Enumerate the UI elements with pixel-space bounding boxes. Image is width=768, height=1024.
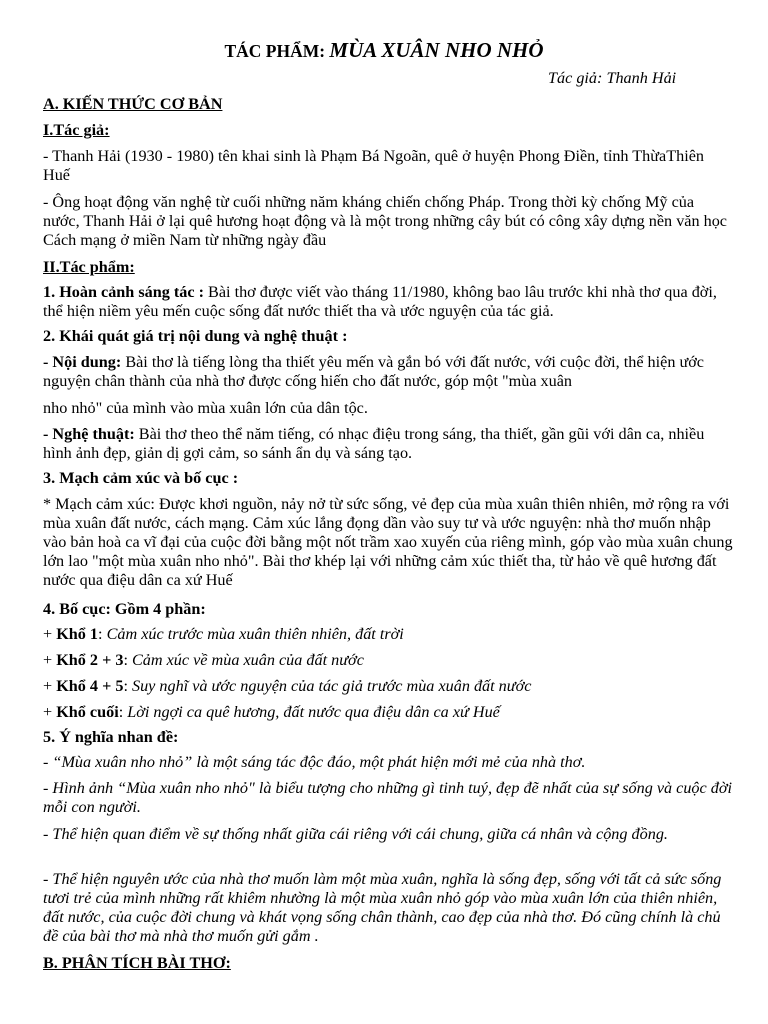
bocuc-text: Suy nghĩ và ước nguyện của tác giả trước mùa xuân đất nước: [131, 677, 532, 695]
bocuc-plus: +: [43, 625, 57, 643]
author-line: Tác giả: Thanh Hải: [548, 69, 677, 87]
ynghia-heading: 5. Ý nghĩa nhan đề:: [43, 728, 179, 746]
bocuc-colon: :: [98, 625, 107, 643]
noidung-paragraph: [43, 353, 733, 391]
hoancanh-paragraph: [43, 283, 733, 321]
bocuc-heading: 4. Bố cục: Gồm 4 phần:: [43, 600, 206, 618]
nghethuat-paragraph: [43, 425, 733, 463]
bocuc-label: Khổ 1: [56, 625, 99, 643]
tacgia-paragraph-1: - Thanh Hải (1930 - 1980) tên khai sinh là Phạm Bá Ngoãn, quê ở huyện Phong Điền, tỉnh ThừaThiên Huế: [43, 147, 704, 184]
machcamxuc-paragraph: * Mạch cảm xúc: Được khơi nguồn, nảy nở từ sức sống, vẻ đẹp của mùa xuân thiên nhiên, mở rộng ra với mùa xuân đất nước, cách mạng. Cảm xúc lắng đọng dần vào suy tư và ước nguyện: nhà thơ muốn nhập vào bản hoà ca vĩ đại của cuộc đời bằng một nốt trầm xao xuyến của riêng mình, góp vào mùa xuân chung lớn lao "một mùa xuân nho nhỏ". Bài thơ khép lại với những cảm xúc thiết tha, từ hảo về quê hương đất nước qua điệu dân ca xứ Huế: [43, 495, 733, 589]
khaiquat-heading: 2. Khái quát giá trị nội dung và nghệ thuật :: [43, 327, 348, 345]
bocuc-text: Cảm xúc về mùa xuân của đất nước: [131, 651, 364, 669]
bocuc-colon: :: [123, 651, 132, 669]
noidung-label: - Nội dung:: [43, 353, 122, 371]
ynghia-item: - Thể hiện quan điểm về sự thống nhất giữa cái riêng với cái chung, giữa cá nhân và cộng đồng.: [43, 825, 668, 843]
bocuc-label: Khổ cuối: [56, 703, 119, 721]
document-title: [0, 38, 768, 63]
nghethuat-text: Bài thơ theo thể năm tiếng, có nhạc điệu trong sáng, tha thiết, gần gũi với dân ca, nhiều hình ảnh đẹp, giản dị gợi cảm, so sánh ẩn dụ và sáng tạo.: [43, 425, 705, 462]
noidung-text-1: Bài thơ là tiếng lòng tha thiết yêu mến và gắn bó với đất nước, với cuộc đời, thể hiện ước nguyện chân thành của nhà thơ được cống hiến cho đất nước, góp một "mùa xuân: [43, 353, 704, 390]
nghethuat-label: - Nghệ thuật:: [43, 425, 135, 443]
bocuc-item: [43, 703, 733, 722]
bocuc-text: Cảm xúc trước mùa xuân thiên nhiên, đất trời: [106, 625, 404, 643]
bocuc-item: [43, 651, 733, 670]
section-a-heading: A. KIẾN THỨC CƠ BẢN: [43, 95, 223, 113]
bocuc-item: [43, 677, 733, 696]
bocuc-colon: :: [123, 677, 132, 695]
title-prefix: TÁC PHẨM:: [224, 41, 330, 61]
bocuc-plus: +: [43, 677, 57, 695]
machcamxuc-heading: 3. Mạch cảm xúc và bố cục :: [43, 469, 239, 487]
bocuc-plus: +: [43, 703, 57, 721]
ynghia-item: - “Mùa xuân nho nhỏ” là một sáng tác độc đáo, một phát hiện mới mẻ của nhà thơ.: [43, 753, 586, 771]
section-b-heading: B. PHÂN TÍCH BÀI THƠ:: [43, 954, 231, 972]
hoancanh-text: Bài thơ được viết vào tháng 11/1980, không bao lâu trước khi nhà thơ qua đời, thể hiện niềm yêu mến cuộc sống đất nước thiết tha và ước nguyện của tác giả.: [43, 283, 717, 320]
bocuc-label: Khổ 2 + 3: [56, 651, 124, 669]
hoancanh-label: 1. Hoàn cảnh sáng tác :: [43, 283, 204, 301]
bocuc-text: Lời ngợi ca quê hương, đất nước qua điệu dân ca xứ Huế: [127, 703, 500, 721]
noidung-continuation: nho nhỏ" của mình vào mùa xuân lớn của dân tộc.: [43, 399, 368, 417]
title-work: MÙA XUÂN NHO NHỎ: [329, 38, 544, 62]
ynghia-item: - Thể hiện nguyên ước của nhà thơ muốn làm một mùa xuân, nghĩa là sống đẹp, sống với tất cả sức sống tươi trẻ của mình những rất khiêm nhường là một mùa xuân nhỏ góp vào mùa xuân lớn của thiên nhiên, đất nước, của cuộc đời chung và khát vọng sống chân thành, cao đẹp của nhà thơ. Đó cũng chính là chủ đề của bài thơ mà nhà thơ muốn gửi gắm .: [43, 870, 722, 945]
tacgia-heading: I.Tác giả:: [43, 121, 110, 139]
tacpham-heading: II.Tác phẩm:: [43, 258, 135, 276]
bocuc-item: [43, 625, 733, 644]
tacgia-paragraph-2: - Ông hoạt động văn nghệ từ cuối những năm kháng chiến chống Pháp. Trong thời kỳ chống Mỹ của nước, Thanh Hải ở lại quê hương hoạt động và là một trong những cây bút có công xây dựng nền văn học Cách mạng ở miền Nam từ những ngày đầu: [43, 193, 727, 249]
bocuc-colon: :: [118, 703, 128, 721]
ynghia-item: - Hình ảnh “Mùa xuân nho nhỏ" là biểu tượng cho những gì tinh tuý, đẹp đẽ nhất của sự sống và cuộc đời mỗi con người.: [43, 779, 732, 816]
bocuc-label: Khổ 4 + 5: [56, 677, 124, 695]
bocuc-plus: +: [43, 651, 57, 669]
